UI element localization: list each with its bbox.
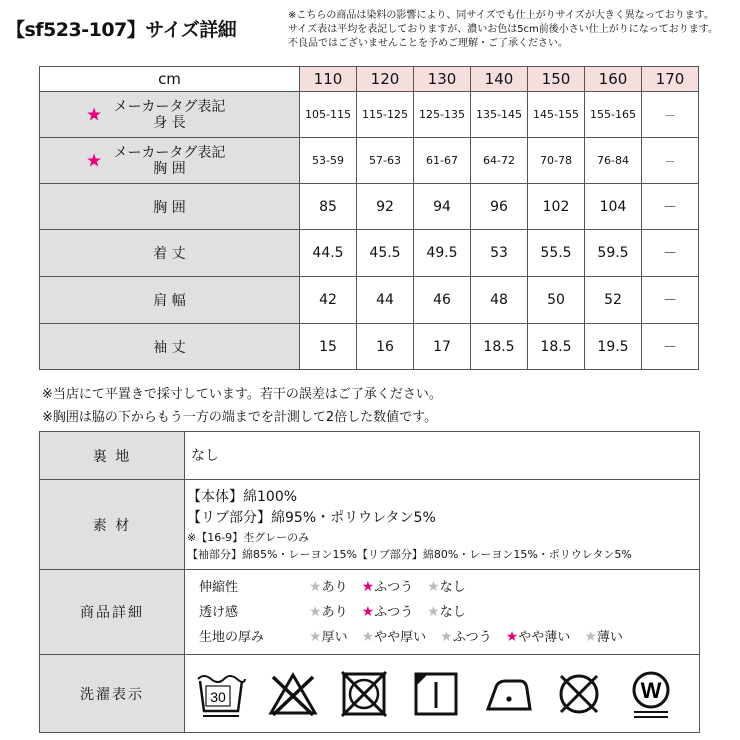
table-row (40, 184, 699, 230)
star-unselected-icon: ★ (584, 628, 597, 645)
product-detail-row (40, 570, 700, 655)
table-cell: 18.5 (471, 324, 528, 370)
table-cell: 46 (414, 277, 471, 324)
table-cell: 44 (357, 277, 414, 324)
star-selected-icon: ★ (361, 578, 375, 595)
size-table (39, 66, 699, 370)
no-tumble-dry-icon (338, 669, 390, 719)
star-selected-icon: ★ (361, 603, 375, 620)
product-detail-option-label: なし (439, 604, 466, 620)
material-line: 【本体】綿100% (187, 488, 298, 505)
table-cell: 18.5 (528, 324, 585, 370)
lining-value (185, 432, 700, 480)
table-cell: － (642, 230, 699, 277)
measurement-note: ※胸囲は脇の下からもう一方の端までを計測して2倍した数値です。 (42, 410, 438, 425)
material-row (40, 480, 700, 570)
row-label (40, 138, 300, 184)
product-detail-option (584, 625, 623, 650)
product-detail-option-label: なし (439, 579, 466, 595)
product-detail-option (506, 625, 571, 650)
table-cell: － (642, 138, 699, 184)
star-unselected-icon: ★ (427, 578, 440, 595)
gentle-wet-clean-icon (625, 669, 677, 719)
product-detail-option (362, 625, 427, 650)
row-label: 袖 丈 (40, 324, 300, 370)
product-detail-option (440, 625, 492, 650)
material-line: 【袖部分】綿85%・レーヨン15%【リブ部分】綿80%・レーヨン15%・ポリウレタン5% (187, 547, 632, 561)
material-line: ※【16-9】杢グレーのみ (187, 530, 310, 544)
product-detail-option (309, 625, 348, 650)
table-cell: 48 (471, 277, 528, 324)
table-row (40, 230, 699, 277)
page-title: 【sf523-107】サイズ詳細 (6, 19, 237, 41)
table-cell: 85 (300, 184, 357, 230)
lining-label: 裏 地 (40, 432, 185, 480)
measurement-notes (42, 383, 442, 429)
table-cell: 45.5 (357, 230, 414, 277)
product-detail-item (199, 575, 699, 600)
wash-30-icon (195, 669, 247, 719)
product-detail-option-label: ふつう (452, 629, 492, 645)
table-cell: 145-155 (528, 92, 585, 138)
star-unselected-icon: ★ (427, 603, 440, 620)
row-label-line: メーカータグ表記 (113, 144, 226, 161)
table-row (40, 138, 699, 184)
product-detail-item-label: 伸縮性 (199, 579, 239, 595)
row-label: 肩 幅 (40, 277, 300, 324)
table-cell: 64-72 (471, 138, 528, 184)
product-detail-option (362, 600, 414, 625)
table-cell: 125-135 (414, 92, 471, 138)
table-cell: 155-165 (585, 92, 642, 138)
size-header: 170 (642, 67, 699, 92)
product-detail-option (309, 575, 348, 600)
size-header: 150 (528, 67, 585, 92)
product-detail-option (427, 600, 466, 625)
table-cell: 104 (585, 184, 642, 230)
table-cell: 57-63 (357, 138, 414, 184)
table-cell: 17 (414, 324, 471, 370)
table-cell: 16 (357, 324, 414, 370)
table-cell: 49.5 (414, 230, 471, 277)
table-cell: 96 (471, 184, 528, 230)
table-cell: － (642, 277, 699, 324)
star-unselected-icon: ★ (440, 628, 453, 645)
table-cell: 15 (300, 324, 357, 370)
star-unselected-icon: ★ (309, 628, 322, 645)
table-cell: 105-115 (300, 92, 357, 138)
table-cell: 92 (357, 184, 414, 230)
header-notes (288, 9, 718, 51)
table-cell: 59.5 (585, 230, 642, 277)
product-detail-item (199, 625, 699, 650)
star-unselected-icon: ★ (309, 578, 322, 595)
table-cell: 61-67 (414, 138, 471, 184)
star-icon: ★ (86, 150, 103, 171)
wash-temp-label: 30 (210, 688, 226, 705)
material-line: 【リブ部分】綿95%・ポリウレタン5% (187, 509, 436, 526)
star-selected-icon: ★ (505, 628, 519, 645)
low-iron-icon (482, 669, 534, 719)
material-label: 素 材 (40, 480, 185, 570)
care-row (40, 655, 700, 733)
product-detail-option-label: あり (321, 579, 348, 595)
lining-text: なし (191, 447, 219, 464)
care-icons (185, 655, 700, 733)
size-header: 160 (585, 67, 642, 92)
row-label-line: メーカータグ表記 (113, 98, 226, 115)
row-label (40, 92, 300, 138)
table-row (40, 92, 699, 138)
product-detail-option (309, 600, 348, 625)
table-cell: 102 (528, 184, 585, 230)
table-row (40, 277, 699, 324)
product-detail-item-label: 透け感 (199, 604, 239, 620)
line-dry-shade-icon (410, 669, 462, 719)
table-cell: 44.5 (300, 230, 357, 277)
table-cell: － (642, 92, 699, 138)
size-header: 110 (300, 67, 357, 92)
product-detail-option (427, 575, 466, 600)
measurement-note: ※当店にて平置きで採寸しています。若干の誤差はご了承ください。 (42, 387, 442, 402)
table-cell: 135-145 (471, 92, 528, 138)
star-icon: ★ (86, 104, 103, 125)
no-bleach-icon (267, 669, 319, 719)
product-detail-option-label: やや厚い (374, 629, 427, 645)
table-row (40, 324, 699, 370)
product-detail-option-label: ふつう (374, 604, 414, 620)
product-detail-label: 商品詳細 (40, 570, 185, 655)
table-cell: 42 (300, 277, 357, 324)
table-cell: 52 (585, 277, 642, 324)
no-dry-clean-icon (553, 669, 605, 719)
table-cell: 70-78 (528, 138, 585, 184)
product-detail-item-label: 生地の厚み (199, 629, 265, 645)
product-detail-option (362, 575, 414, 600)
row-label-line: 身 長 (153, 114, 186, 131)
table-cell: 115-125 (357, 92, 414, 138)
table-cell: 94 (414, 184, 471, 230)
product-detail-option-label: あり (321, 604, 348, 620)
material-value (185, 480, 700, 570)
size-header: 140 (471, 67, 528, 92)
star-unselected-icon: ★ (309, 603, 322, 620)
size-header-row (40, 67, 699, 92)
table-cell: 55.5 (528, 230, 585, 277)
detail-table (39, 431, 700, 733)
product-detail-item (199, 600, 699, 625)
header-note: サイズ表は平均を表記しておりますが、濃いお色は5cm前後小さい仕上がりになっております。 (288, 24, 719, 35)
row-label-line: 胸 囲 (153, 160, 186, 177)
product-detail-value (185, 570, 700, 655)
care-label: 洗濯表示 (40, 655, 185, 733)
lining-row (40, 432, 700, 480)
row-label: 胸 囲 (40, 184, 300, 230)
wet-clean-letter: W (640, 677, 662, 703)
header-note: ※こちらの商品は染料の影響により、同サイズでも仕上がりサイズが大きく異なっております。 (288, 10, 714, 21)
header-note: 不良品ではございませんことを予めご理解・ご了承ください。 (288, 38, 568, 49)
star-unselected-icon: ★ (361, 628, 375, 645)
product-detail-option-label: 厚い (321, 629, 348, 645)
table-cell: － (642, 324, 699, 370)
table-cell: 53-59 (300, 138, 357, 184)
product-detail-option-label: 薄い (596, 629, 623, 645)
product-detail-option-label: やや薄い (518, 629, 571, 645)
table-cell: 76-84 (585, 138, 642, 184)
row-label: 着 丈 (40, 230, 300, 277)
product-detail-option-label: ふつう (374, 579, 414, 595)
table-cell: － (642, 184, 699, 230)
size-header: 120 (357, 67, 414, 92)
table-cell: 53 (471, 230, 528, 277)
size-header: 130 (414, 67, 471, 92)
unit-cell: cm (40, 67, 300, 92)
table-cell: 19.5 (585, 324, 642, 370)
table-cell: 50 (528, 277, 585, 324)
